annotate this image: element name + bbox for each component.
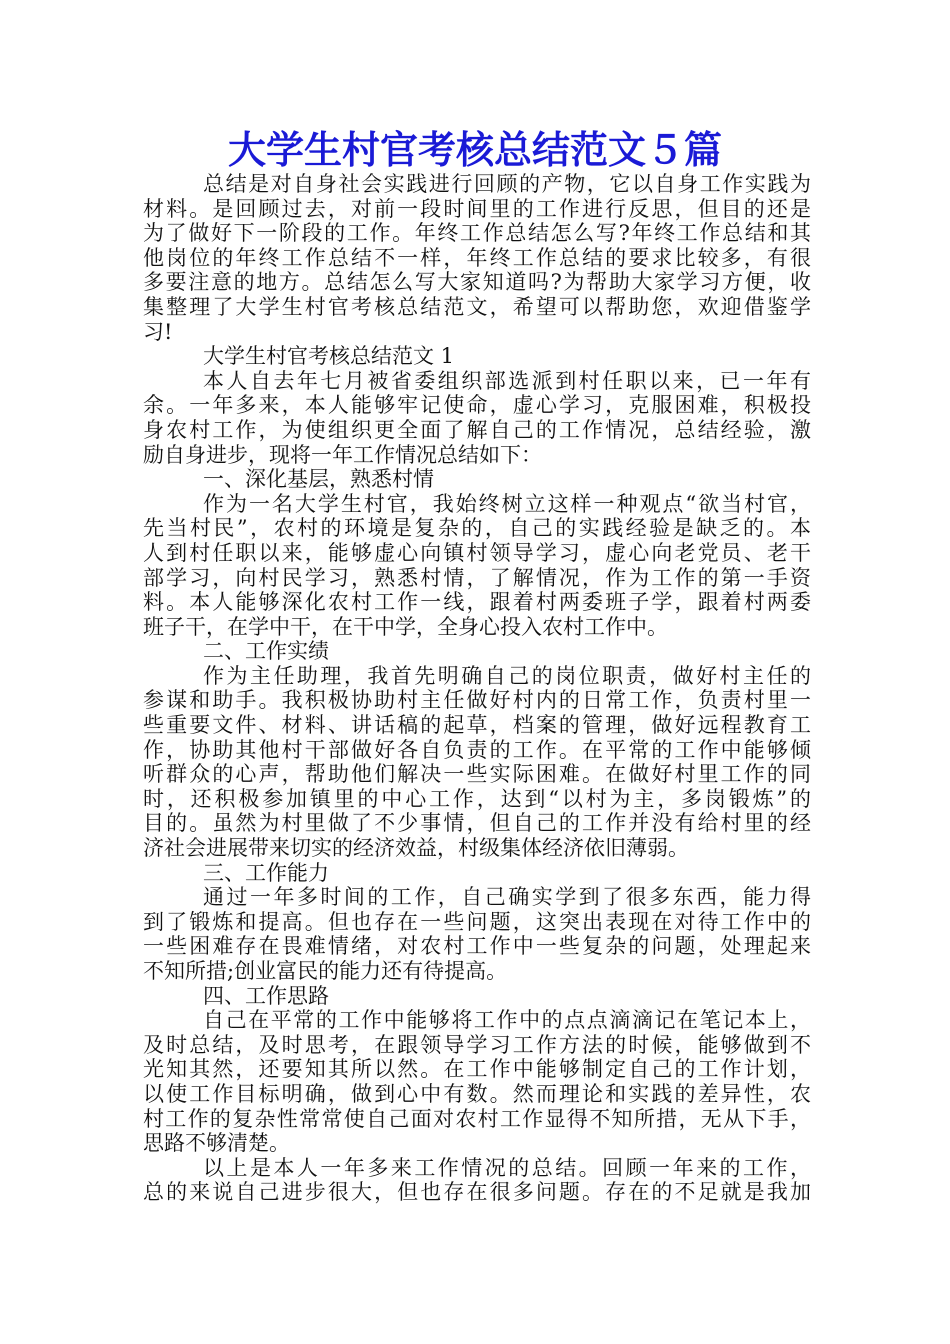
text-line: 大学生村官考核总结范文 1 <box>203 344 455 369</box>
document-body <box>143 172 811 1205</box>
text-line: 班子干，在学中干，在干中学，全身心投入农村工作中。 <box>143 614 668 639</box>
text-line: 目的。虽然为村里做了不少事情，但自己的工作并没有给村里的经 <box>143 811 811 836</box>
text-line: 到了锻炼和提高。但也存在一些问题，这突出表现在对待工作中的 <box>143 909 811 934</box>
text-line: 光知其然，还要知其所以然。在工作中能够制定自己的工作计划， <box>143 1057 811 1082</box>
text-line: 先当村民”，农村的环境是复杂的，自己的实践经验是缺乏的。本 <box>143 516 811 541</box>
text-line: 身农村工作，为使组织更全面了解自己的工作情况，总结经验，激 <box>143 417 811 442</box>
text-line: 习! <box>143 319 173 344</box>
text-line: 四、工作思路 <box>203 983 329 1008</box>
text-line: 听群众的心声，帮助他们解决一些实际困难。在做好村里工作的同 <box>143 762 811 787</box>
text-line: 余。一年多来，本人能够牢记使命，虚心学习，克服困难，积极投 <box>143 393 811 418</box>
text-line: 村工作的复杂性常常使自己面对农村工作显得不知所措，无从下手， <box>143 1106 811 1131</box>
text-line: 部学习，向村民学习，熟悉村情，了解情况，作为工作的第一手资 <box>143 565 811 590</box>
text-line: 以使工作目标明确，做到心中有数。然而理论和实践的差异性，农 <box>143 1081 811 1106</box>
document-title: 大学生村官考核总结范文５篇 <box>227 127 722 172</box>
text-line: 为了做好下一阶段的工作。年终工作总结怎么写?年终工作总结和其 <box>143 221 811 246</box>
text-line: 总结是对自身社会实践进行回顾的产物，它以自身工作实践为 <box>203 172 811 196</box>
text-line: 及时总结，及时思考，在跟领导学习工作方法的时候，能够做到不 <box>143 1032 811 1057</box>
text-line: 作，协助其他村干部做好各自负责的工作。在平常的工作中能够倾 <box>143 737 811 762</box>
text-line: 一、深化基层，熟悉村情 <box>203 467 434 492</box>
text-line: 一些困难存在畏难情绪，对农村工作中一些复杂的问题，处理起来 <box>143 934 811 959</box>
text-line: 集整理了大学生村官考核总结范文，希望可以帮助您，欢迎借鉴学 <box>143 294 811 319</box>
text-line: 多要注意的地方。总结怎么写大家知道吗?为帮助大家学习方便，收 <box>143 270 811 295</box>
text-line: 济社会进展带来切实的经济效益，村级集体经济依旧薄弱。 <box>143 836 689 861</box>
text-line: 材料。是回顾过去，对前一段时间里的工作进行反思，但目的还是 <box>143 196 811 221</box>
text-line: 励自身进步，现将一年工作情况总结如下： <box>143 442 542 467</box>
text-line: 作为一名大学生村官，我始终树立这样一种观点“欲当村官， <box>203 491 811 516</box>
text-line: 以上是本人一年多来工作情况的总结。回顾一年来的工作， <box>203 1155 811 1180</box>
text-line: 他岗位的年终工作总结不一样，年终工作总结的要求比较多，有很 <box>143 245 811 270</box>
text-line: 料。本人能够深化农村工作一线，跟着村两委班子学，跟着村两委 <box>143 590 811 615</box>
text-line: 总的来说自己进步很大，但也存在很多问题。存在的不足就是我加 <box>143 1180 811 1205</box>
text-line: 不知所措;创业富民的能力还有待提高。 <box>143 959 508 983</box>
text-line: 人到村任职以来，能够虚心向镇村领导学习，虚心向老党员、老干 <box>143 540 811 565</box>
text-line: 二、工作实绩 <box>203 639 329 664</box>
text-line: 时，还积极参加镇里的中心工作，达到“以村为主，多岗锻炼”的 <box>143 786 811 811</box>
text-line: 三、工作能力 <box>203 860 329 885</box>
text-line: 作为主任助理，我首先明确自己的岗位职责，做好村主任的 <box>203 663 811 688</box>
text-line: 通过一年多时间的工作，自己确实学到了很多东西，能力得 <box>203 885 811 910</box>
text-line: 自己在平常的工作中能够将工作中的点点滴滴记在笔记本上， <box>203 1008 811 1033</box>
text-line: 本人自去年七月被省委组织部选派到村任职以来，已一年有 <box>203 368 811 393</box>
text-line: 参谋和助手。我积极协助村主任做好村内的日常工作，负责村里一 <box>143 688 811 713</box>
text-line: 思路不够清楚。 <box>143 1131 290 1156</box>
text-line: 些重要文件、材料、讲话稿的起草，档案的管理，做好远程教育工 <box>143 713 811 738</box>
